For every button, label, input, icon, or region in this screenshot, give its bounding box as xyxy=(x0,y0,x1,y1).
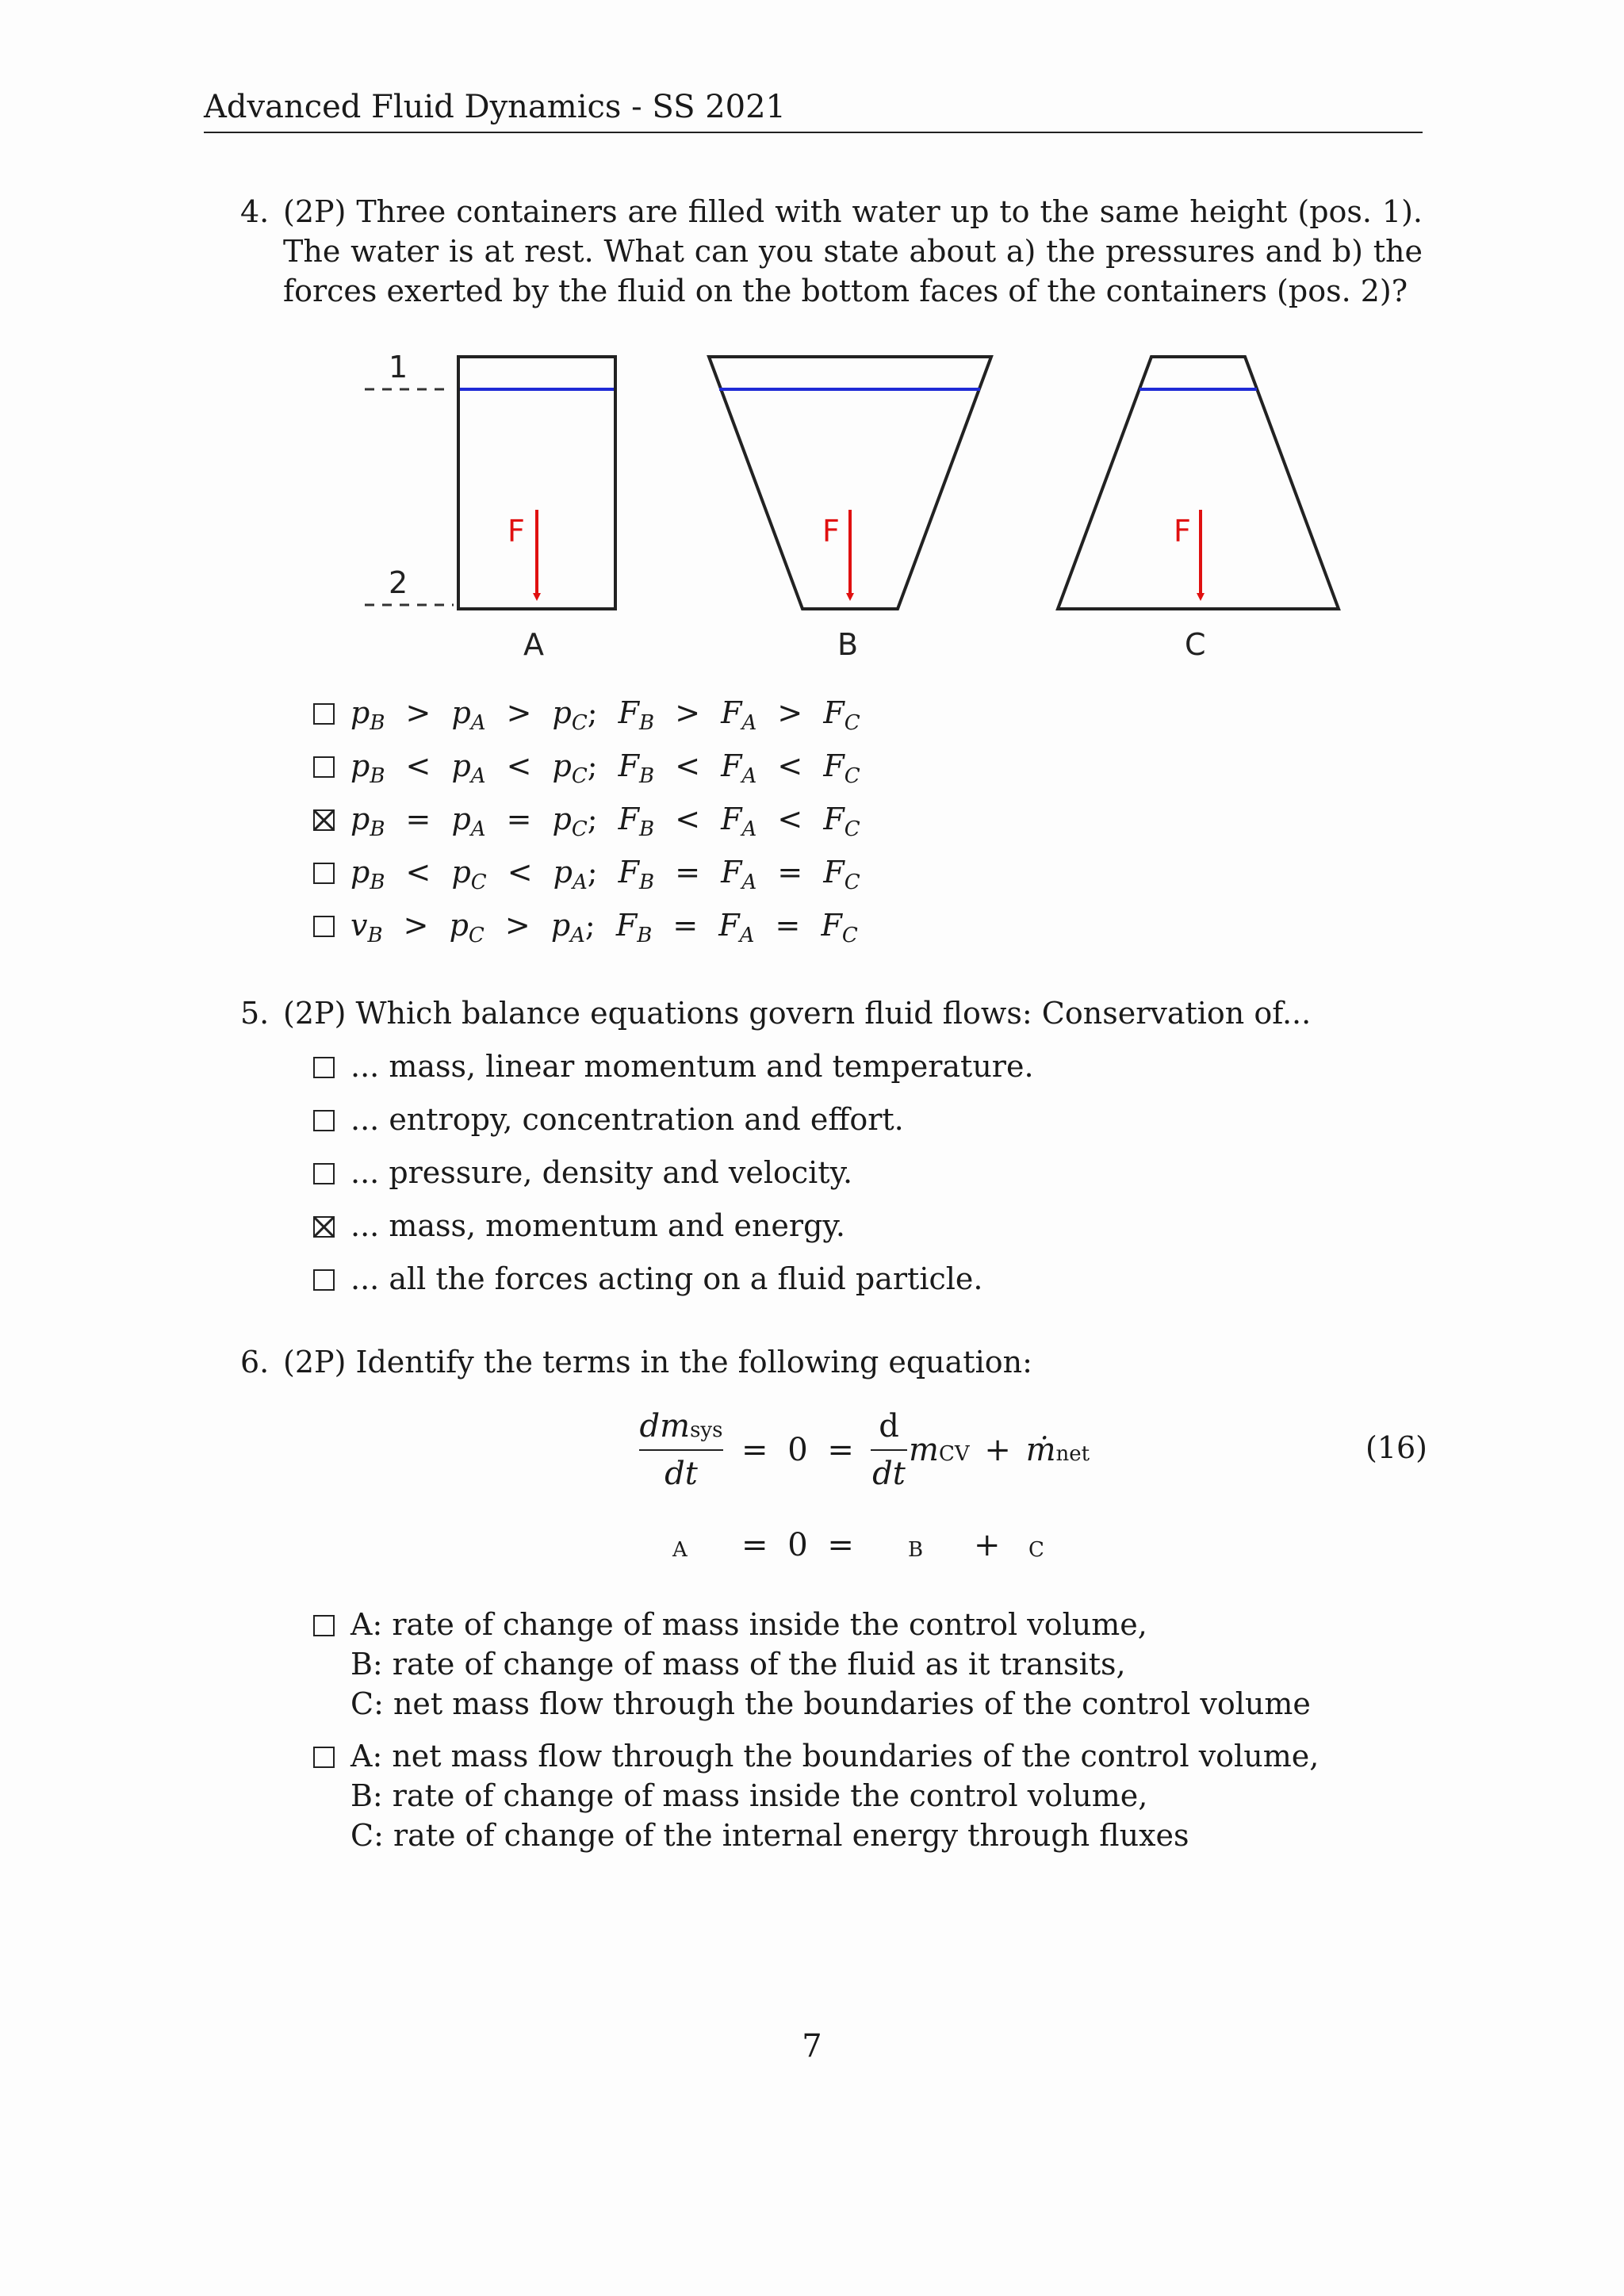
equation-rhs-numerator: d xyxy=(879,1408,899,1445)
container-c-force-label: F xyxy=(1174,514,1191,549)
equation-lhs-numerator: dm xyxy=(639,1408,691,1445)
containers-figure xyxy=(349,339,1364,672)
question-4-number: 4. xyxy=(240,194,270,229)
question-6-number: 6. xyxy=(240,1345,270,1380)
checkbox[interactable] xyxy=(313,1747,335,1768)
checkbox[interactable] xyxy=(313,1269,335,1291)
label-row-plus: + xyxy=(974,1527,1001,1563)
q4-option-1[interactable] xyxy=(313,695,860,735)
level-2-label: 2 xyxy=(389,565,408,600)
equation-rhs-denominator: dt xyxy=(872,1456,906,1492)
checkbox[interactable] xyxy=(313,703,335,725)
q4-option-1-formula: $p_B > p_A > p_C$; $F_B > F_A > F_C$ xyxy=(350,695,860,735)
checkbox-checked[interactable] xyxy=(313,1216,335,1238)
equation-lhs-denominator: dt xyxy=(665,1456,698,1492)
equation-lhs-fraction xyxy=(639,1408,723,1492)
q5-option-5[interactable] xyxy=(313,1261,982,1296)
q5-option-2[interactable] xyxy=(313,1102,904,1137)
question-6-text: (2P) Identify the terms in the following equation: xyxy=(283,1345,1032,1380)
q4-option-3[interactable] xyxy=(313,802,860,841)
checkbox[interactable] xyxy=(313,916,335,937)
q6-option-1-line-a: A: rate of change of mass inside the control volume, xyxy=(350,1607,1147,1642)
q5-option-5-text: ... all the forces acting on a fluid particle. xyxy=(350,1261,983,1296)
q6-option-1-line-b: B: rate of change of mass of the fluid as it transits, xyxy=(350,1647,1126,1682)
q6-option-1-line-c: C: net mass flow through the boundaries of the control volume xyxy=(350,1686,1311,1721)
container-c-label: C xyxy=(1185,627,1206,662)
equation-mass-flow-sub: net xyxy=(1055,1442,1090,1466)
q5-option-3[interactable] xyxy=(313,1155,852,1190)
q6-option-2-line-a: A: net mass flow through the boundaries of the control volume, xyxy=(350,1739,1320,1774)
question-4-text: (2P) Three containers are filled with water up to the same height (pos. 1). The water is at rest. What can you state about a) the pressures and b) the forces exerted by the fluid on the bottom faces of the containers (pos. 2)? xyxy=(283,194,1423,308)
label-row-c: C xyxy=(1028,1538,1044,1562)
equation-plus: + xyxy=(984,1432,1011,1468)
container-b-force-label: F xyxy=(822,514,840,549)
equation-number: (16) xyxy=(1365,1430,1428,1465)
label-row-b: B xyxy=(908,1538,924,1562)
equation-rhs-fraction xyxy=(871,1408,907,1492)
q4-option-2[interactable] xyxy=(313,748,860,788)
container-a-label: A xyxy=(523,627,544,662)
level-1-label: 1 xyxy=(389,350,408,385)
q4-option-2-formula: $p_B < p_A < p_C$; $F_B < F_A < F_C$ xyxy=(350,748,860,788)
q6-option-1[interactable] xyxy=(313,1605,1311,1724)
q5-option-2-text: ... entropy, concentration and effort. xyxy=(350,1102,904,1137)
page-number: 7 xyxy=(802,2028,822,2064)
checkbox[interactable] xyxy=(313,1110,335,1131)
q5-option-1-text: ... mass, linear momentum and temperature. xyxy=(350,1049,1034,1084)
q5-option-4[interactable] xyxy=(313,1208,845,1243)
q6-option-2-line-b: B: rate of change of mass inside the control volume, xyxy=(350,1778,1148,1813)
q4-option-5[interactable] xyxy=(313,908,858,947)
container-c-outline xyxy=(1058,357,1339,609)
q5-option-3-text: ... pressure, density and velocity. xyxy=(350,1155,853,1190)
q6-option-2-line-c: C: rate of change of the internal energy through fluxes xyxy=(350,1818,1189,1853)
q5-option-1[interactable] xyxy=(313,1049,1034,1084)
checkbox[interactable] xyxy=(313,1615,335,1636)
label-row-equals-zero: = 0 = xyxy=(741,1527,854,1563)
q4-option-4[interactable] xyxy=(313,855,860,894)
label-row-a: A xyxy=(672,1538,688,1562)
checkbox-checked[interactable] xyxy=(313,809,335,831)
q4-option-3-formula: $p_B = p_A = p_C$; $F_B < F_A < F_C$ xyxy=(350,802,860,841)
equation-equals-zero: = 0 = xyxy=(741,1432,854,1468)
checkbox[interactable] xyxy=(313,863,335,884)
equation-lhs-numerator-sub: sys xyxy=(690,1418,723,1442)
container-a-force-label: F xyxy=(508,514,525,549)
q6-option-2[interactable] xyxy=(313,1736,1319,1855)
equation-mass-cv: m xyxy=(909,1432,939,1468)
equation-mass-flow: ṁ xyxy=(1025,1432,1056,1468)
question-5-text: (2P) Which balance equations govern fluid flows: Conservation of... xyxy=(283,996,1312,1031)
question-5-number: 5. xyxy=(240,996,270,1031)
checkbox[interactable] xyxy=(313,1057,335,1078)
container-b-label: B xyxy=(837,627,859,662)
checkbox[interactable] xyxy=(313,1163,335,1184)
checkbox[interactable] xyxy=(313,756,335,778)
page-header-title: Advanced Fluid Dynamics - SS 2021 xyxy=(204,89,787,125)
header-rule xyxy=(204,132,1423,133)
q4-option-5-formula: $v_B > p_C > p_A$; $F_B = F_A = F_C$ xyxy=(350,908,858,947)
q4-option-4-formula: $p_B < p_C < p_A$; $F_B = F_A = F_C$ xyxy=(350,855,860,894)
equation-rhs-terms xyxy=(909,1432,1090,1468)
q5-option-4-text: ... mass, momentum and energy. xyxy=(350,1208,845,1243)
equation-mass-cv-sub: CV xyxy=(938,1442,970,1466)
